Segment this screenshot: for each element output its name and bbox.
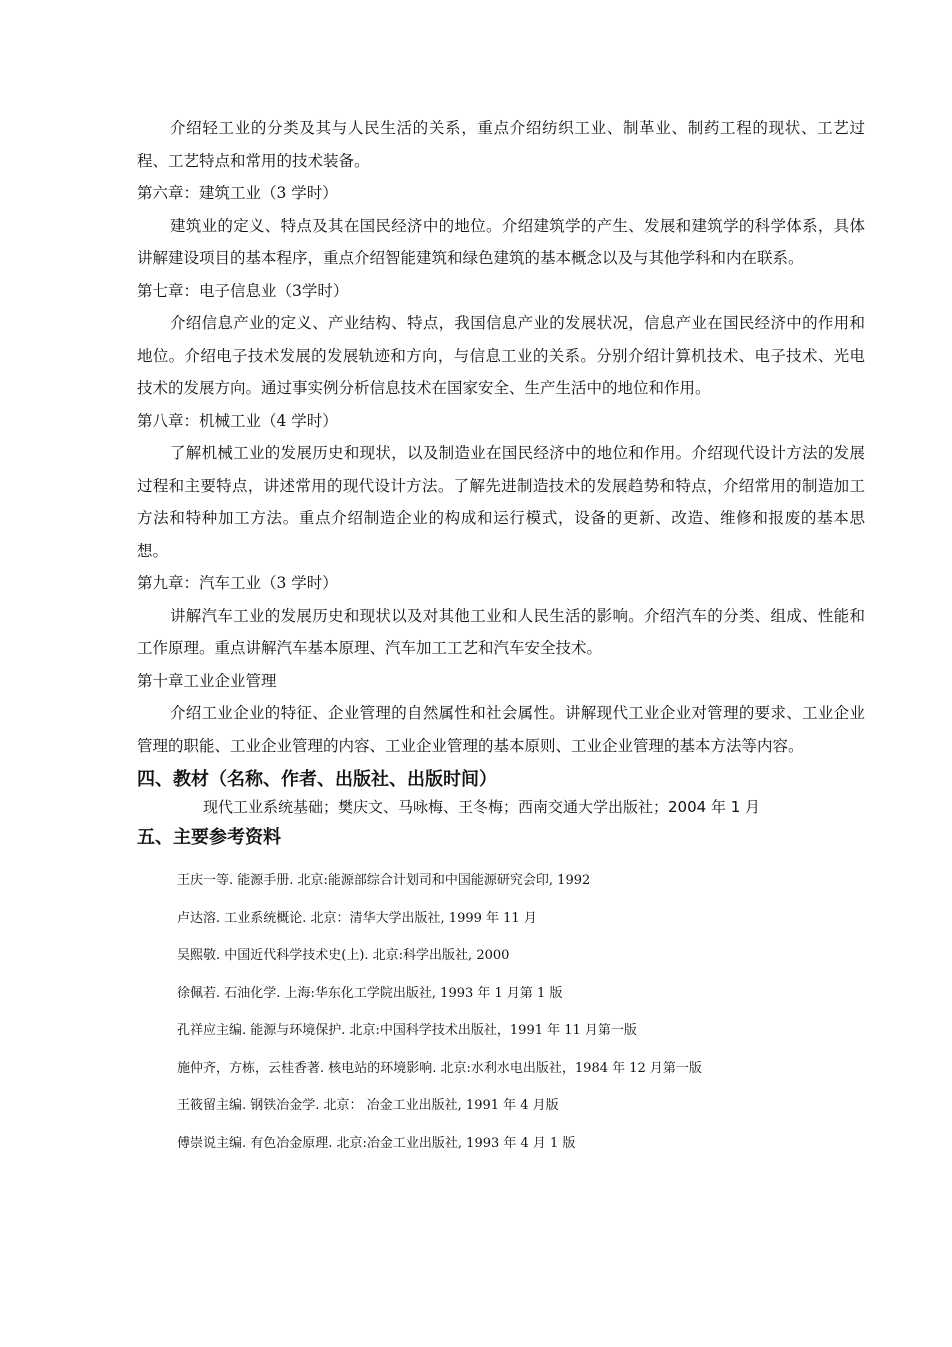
textbook-entry: 现代工业系统基础；樊庆文、马咏梅、王冬梅；西南交通大学出版社；2004 年 1 月 [203, 798, 761, 816]
reference-item: 王庆一等. 能源手册. 北京:能源部综合计划司和中国能源研究会印, 1992 [177, 873, 591, 888]
reference-item: 卢达溶. 工业系统概论. 北京：清华大学出版社, 1999 年 11 月 [177, 910, 537, 926]
reference-item: 傅崇说主编. 有色冶金原理. 北京:冶金工业出版社, 1993 年 4 月 1 版 [177, 1135, 576, 1151]
reference-item: 王筱留主编. 钢铁冶金学. 北京： 冶金工业出版社, 1991 年 4 月版 [177, 1098, 559, 1113]
chapter-9-heading: 第九章：汽车工业（3 学时） [137, 574, 338, 592]
chapter-6-heading: 第六章：建筑工业（3 学时） [137, 184, 338, 202]
chapter-10-heading: 第十章工业企业管理 [137, 671, 277, 690]
chapter-7-heading: 第七章：电子信息业（3学时） [137, 281, 349, 300]
reference-item: 徐佩若. 石油化学. 上海:华东化工学院出版社, 1993 年 1 月第 1 版 [177, 985, 563, 1001]
reference-item: 吴熙敬. 中国近代科学技术史(上). 北京:科学出版社, 2000 [177, 948, 510, 963]
chapter-8-heading: 第八章：机械工业（4 学时） [137, 411, 338, 430]
reference-list [177, 862, 865, 1162]
chapter-6-body: 建筑业的定义、特点及其在国民经济中的地位。介绍建筑学的产生、发展和建筑学的科学体系，具体讲解建设项目的基本程序，重点介绍智能建筑和绿色建筑的基本概念以及与其他学科和内在联系。 [137, 216, 865, 267]
textbook-section-title: 四、教材（名称、作者、出版社、出版时间） [137, 769, 497, 790]
paragraph-light-industry: 介绍轻工业的分类及其与人民生活的关系，重点介绍纺织工业、制革业、制药工程的现状、工艺过程、工艺特点和常用的技术装备。 [137, 119, 865, 170]
chapter-9-body: 讲解汽车工业的发展历史和现状以及对其他工业和人民生活的影响。介绍汽车的分类、组成、性能和工作原理。重点讲解汽车基本原理、汽车加工工艺和汽车安全技术。 [137, 606, 865, 657]
chapter-7-body: 介绍信息产业的定义、产业结构、特点，我国信息产业的发展状况，信息产业在国民经济中的作用和地位。介绍电子技术发展的发展轨迹和方向，与信息工业的关系。分别介绍计算机技术、电子技术、光电技术的发展方向。通过事实例分析信息技术在国家安全、生产生活中的地位和作用。 [137, 314, 865, 397]
reference-item: 施仲齐，方栋，云桂香著. 核电站的环境影响. 北京:水利水电出版社，1984 年 12 月第一版 [177, 1060, 702, 1076]
reference-item: 孔祥应主编. 能源与环境保护. 北京:中国科学技术出版社，1991 年 11 月第一版 [177, 1023, 637, 1038]
chapter-8-body: 了解机械工业的发展历史和现状，以及制造业在国民经济中的地位和作用。介绍现代设计方法的发展过程和主要特点，讲述常用的现代设计方法。了解先进制造技术的发展趋势和特点，介绍常用的制造加工方法和特种加工方法。重点介绍制造企业的构成和运行模式，设备的更新、改造、维修和报废的基本思想。 [137, 444, 865, 560]
document-page [137, 112, 865, 1162]
references-section-title: 五、主要参考资料 [137, 827, 281, 848]
chapter-10-body: 介绍工业企业的特征、企业管理的自然属性和社会属性。讲解现代工业企业对管理的要求、工业企业管理的职能、工业企业管理的内容、工业企业管理的基本原则、工业企业管理的基本方法等内容。 [137, 704, 865, 755]
